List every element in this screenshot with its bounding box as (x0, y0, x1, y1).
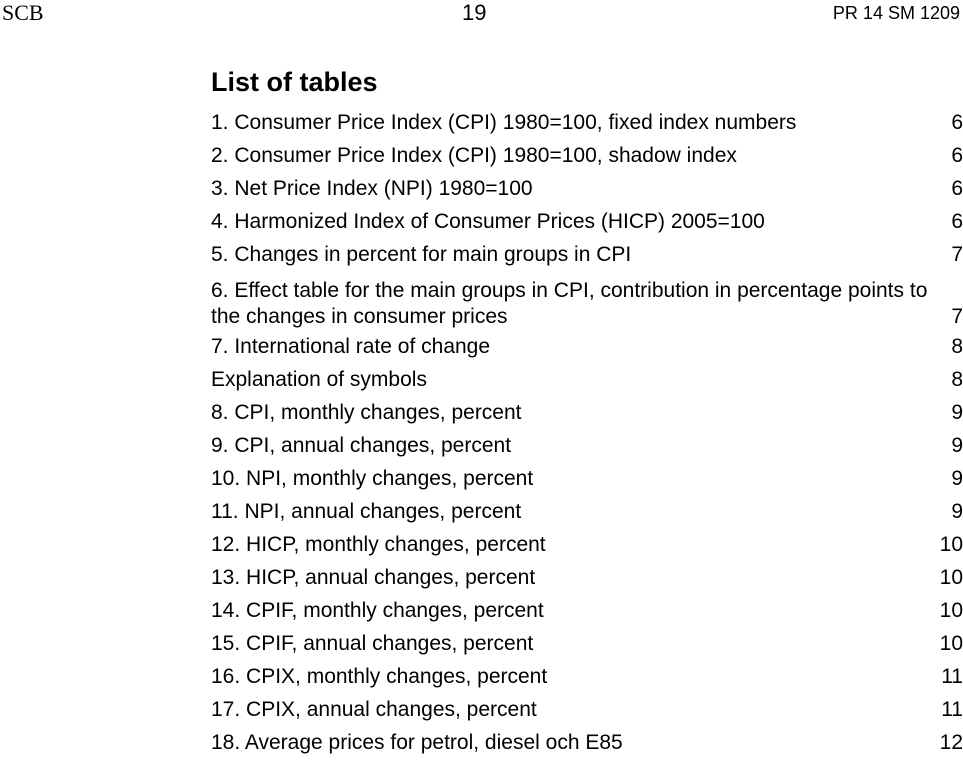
page-header (0, 0, 960, 40)
toc-entry-text: 17. CPIX, annual changes, percent (211, 698, 537, 721)
toc-entry-text: 7. International rate of change (211, 335, 491, 358)
toc-entry-text: 8. CPI, monthly changes, percent (211, 401, 522, 424)
toc-entry-page: 12 (939, 731, 963, 754)
toc-title: List of tables (211, 67, 378, 97)
toc-entry-18[interactable] (211, 726, 963, 759)
header-publisher: SCB (2, 0, 44, 25)
toc-entry-12[interactable] (211, 528, 963, 561)
toc-entry-page: 10 (939, 632, 963, 655)
toc-entry-page: 6 (951, 144, 963, 167)
toc-entry-10[interactable] (211, 462, 963, 495)
toc-entry-text: 15. CPIF, annual changes, percent (211, 632, 534, 655)
header-report-id: PR 14 SM 1209 (832, 3, 960, 23)
toc-entry-page: 9 (951, 401, 963, 424)
toc-entry-6[interactable] (211, 271, 963, 330)
toc-entry-14[interactable] (211, 594, 963, 627)
toc-entry-text: 18. Average prices for petrol, diesel och E85 (211, 731, 623, 754)
toc-entry-page: 6 (951, 177, 963, 200)
toc-entry-2[interactable] (211, 139, 963, 172)
toc-entry-text: 16. CPIX, monthly changes, percent (211, 665, 548, 688)
toc-entry-17[interactable] (211, 693, 963, 726)
toc-entry-16[interactable] (211, 660, 963, 693)
header-page-number: 19 (462, 0, 487, 25)
toc-entry-page: 10 (939, 533, 963, 556)
toc-entry-page: 11 (941, 698, 963, 721)
toc-entry-text: 11. NPI, annual changes, percent (211, 500, 522, 523)
toc-entry-7[interactable] (211, 330, 963, 363)
toc-entry-text: 2. Consumer Price Index (CPI) 1980=100, shadow index (211, 144, 737, 167)
toc-entry-13[interactable] (211, 561, 963, 594)
toc-entry-text: 1. Consumer Price Index (CPI) 1980=100, fixed index numbers (211, 111, 797, 134)
toc-entry-text: 3. Net Price Index (NPI) 1980=100 (211, 177, 533, 200)
toc-entry-page: 7 (951, 243, 963, 266)
toc-entry-page: 10 (939, 566, 963, 589)
toc-entry-15[interactable] (211, 627, 963, 660)
toc-entry-8[interactable] (211, 396, 963, 429)
toc-entry-page: 8 (951, 335, 963, 358)
toc-entry-page: 11 (941, 665, 963, 688)
toc-entry-page: 10 (939, 599, 963, 622)
toc-entry-text: 4. Harmonized Index of Consumer Prices (HICP) 2005=100 (211, 210, 765, 233)
toc-entry-4[interactable] (211, 205, 963, 238)
toc-list (211, 106, 963, 759)
toc-entry-text: 6. Effect table for the main groups in CPI, contribution in percentage points to the changes in consumer prices (211, 279, 928, 328)
toc-entry-11[interactable] (211, 495, 963, 528)
toc-entry-page: 9 (951, 434, 963, 457)
toc-entry-text: 14. CPIF, monthly changes, percent (211, 599, 544, 622)
toc-entry-page: 7 (951, 305, 963, 328)
toc-entry-text: 9. CPI, annual changes, percent (211, 434, 512, 457)
toc-entry-text: 12. HICP, monthly changes, percent (211, 533, 546, 556)
toc-entry-page: 9 (951, 467, 963, 490)
toc-entry-text: Explanation of symbols (211, 368, 427, 391)
toc-entry-text: 13. HICP, annual changes, percent (211, 566, 536, 589)
toc-entry-page: 6 (951, 111, 963, 134)
toc-entry-3[interactable] (211, 172, 963, 205)
toc-entry-symbols[interactable] (211, 363, 963, 396)
toc-entry-5[interactable] (211, 238, 963, 271)
toc-entry-page: 8 (951, 368, 963, 391)
toc-entry-text: 5. Changes in percent for main groups in CPI (211, 243, 632, 266)
toc-entry-9[interactable] (211, 429, 963, 462)
toc-entry-page: 9 (951, 500, 963, 523)
toc-entry-page: 6 (951, 210, 963, 233)
toc-entry-text: 10. NPI, monthly changes, percent (211, 467, 534, 490)
toc-entry-1[interactable] (211, 106, 963, 139)
